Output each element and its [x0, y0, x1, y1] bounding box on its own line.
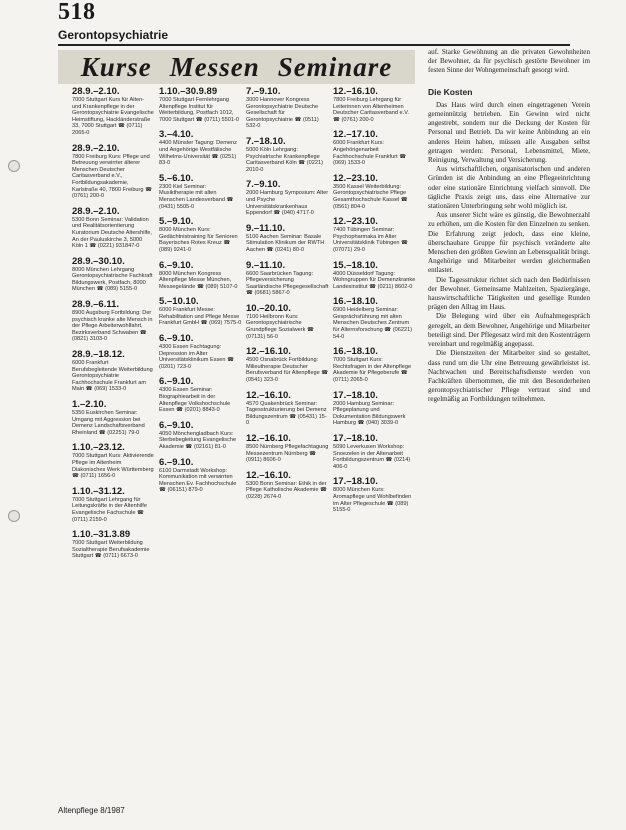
event-date: 28.9.–2.10. [72, 205, 120, 217]
event-entry [246, 223, 329, 254]
event-details: 8000 München Kongress Altenpflege Messe München, Messegelände ☎ (089) 5107-0 [159, 270, 238, 290]
article-heading: Die Kosten [428, 86, 473, 97]
event-details: 4400 Münster Tagung: Demenz und Angehörige Westfälische Wilhelms-Universität ☎ (0251) 83-0 [159, 140, 237, 167]
event-date: 6.–9.10. [159, 456, 194, 468]
event-entry [159, 86, 242, 123]
banner-word-seminare: Seminare [277, 51, 393, 82]
event-entry [246, 433, 329, 464]
event-entry [333, 129, 416, 166]
event-listing-grid [72, 86, 420, 776]
event-entry [246, 346, 329, 383]
event-entry [72, 256, 155, 293]
event-details: 6600 Saarbrücken Tagung: Pflegeversicherung Saarländische Pflegegesellschaft ☎ (0681) 5867-0 [246, 270, 329, 297]
event-entry [159, 457, 242, 494]
event-details: 7000 Stuttgart Weiterbildung Sozialtherapie Berufsakademie Stuttgart ☎ (0711) 6673-0 [72, 540, 150, 560]
event-details: 6000 Frankfurt Messe: Rehabilitation und Pflege Messe Frankfurt GmbH ☎ (069) 7575-0 [159, 307, 242, 327]
event-details: 8000 München Lehrgang Gerontopsychiatrische Fachkraft Bildungswerk, Postfach, 8000 München ☎ (089) 5155-0 [72, 266, 153, 293]
event-details: 4050 Mönchengladbach Kurs: Sterbebegleitung Evangelische Akademie ☎ (02161) 81-0 [159, 430, 237, 450]
event-entry [246, 470, 329, 501]
event-details: 5350 Euskirchen Seminar: Umgang mit Aggression bei Demenz Landschaftsverband Rheinland ☎ (02251) 79-0 [72, 410, 145, 436]
event-entry [333, 260, 416, 291]
event-details: 5090 Leverkusen Workshop: Snoezelen in der Altenarbeit Fortbildungszentrum ☎ (0214) 406-0 [333, 444, 411, 470]
event-details: 6000 Frankfurt Berufsbegleitende Weiterbildung Gerontopsychiatrie Fachhochschule Frankfurt am Main ☎ (069) 1533-0 [72, 360, 153, 393]
event-details: 6100 Darmstadt Workshop: Kommunikation mit verwirrten Menschen Ev. Fachhochschule ☎ (06151) 879-0 [159, 467, 237, 494]
event-entry [159, 376, 242, 413]
event-details: 5000 Köln Lehrgang: Psychiatrische Krankenpflege Caritasverband Köln ☎ (0221) 2010-0 [246, 146, 323, 173]
event-date: 28.9.–2.10. [72, 142, 120, 154]
event-entry [333, 390, 416, 427]
event-details: 3500 Kassel Weiterbildung: Gerontopsychiatrische Pflege Gesamthochschule Kassel ☎ (0561) 804-0 [333, 183, 408, 210]
event-details: 4570 Quakenbrück Seminar: Tagesstrukturierung bei Demenz Bildungszentrum ☎ (05431) 15-0 [246, 400, 327, 427]
event-entry [72, 143, 155, 200]
event-date: 28.9.–6.11. [72, 299, 120, 311]
event-column [333, 86, 420, 776]
event-column [72, 86, 159, 776]
event-details: 7000 Stuttgart Lehrgang für Leitungskräfte in der Altenhilfe Evangelische Fachschule ☎ (0711) 2159-0 [72, 496, 147, 523]
event-entry [333, 476, 416, 513]
event-date: 3.–4.10. [159, 129, 194, 141]
event-details: 5300 Bonn Seminar: Validation und Realitätsorientierung Kuratorium Deutsche Altershilfe, An der Pauluskirche 3, 5000 Köln 1 ☎ (0221) 931847-0 [72, 216, 152, 250]
event-entry [333, 216, 416, 253]
article-paragraph: Die Tagesstruktur richtet sich nach den Bedürfnissen der Bewohner. Gemeinsame Mahlzeiten, Spaziergänge, hauswirtschaftliche Tätigkeiten und gesellige Runden prägen den Alltag im Haus. [428, 275, 590, 312]
event-details: 5300 Bonn Seminar: Ethik in der Pflege Katholische Akademie ☎ (0228) 2674-0 [246, 480, 327, 500]
event-details: 6000 Frankfurt Kurs: Angehörigenarbeit Fachhochschule Frankfurt ☎ (069) 1533-0 [333, 140, 407, 167]
event-date: 6.–9.10. [159, 333, 194, 345]
event-date: 1.10.–31.12. [72, 485, 125, 497]
article-body [428, 101, 590, 405]
event-details: 7000 Stuttgart Kurs: Rechtsfragen in der Altenpflege Akademie für Pflegeberufe ☎ (0711) 2065-0 [333, 357, 412, 384]
event-entry [72, 486, 155, 523]
punch-hole-icon [8, 510, 20, 522]
event-details: 6900 Heidelberg Seminar: Gesprächsführung mit alten Menschen Deutsches Zentrum für Alternsforschung ☎ (06221) 54-0 [333, 307, 413, 340]
event-date: 16.–18.10. [333, 346, 378, 358]
event-date: 9.–11.10. [246, 222, 286, 234]
event-entry [159, 260, 242, 291]
event-entry [246, 390, 329, 427]
event-entry [333, 296, 416, 340]
header-rule [58, 44, 570, 46]
event-details: 7800 Freiburg Kurs: Pflege und Betreuung verwirrter älterer Menschen Deutscher Caritasverband e.V., Fortbildungsakademie, Karlstraße 40, 7800 Freiburg ☎ (0761) 200-0 [72, 153, 153, 200]
event-details: 7800 Freiburg Lehrgang für Leiterinnen von Altenheimen Deutscher Caritasverband e.V. ☎ (0761) 200-0 [333, 97, 409, 123]
banner-word-messen: Messen [169, 51, 260, 82]
event-date: 6.–9.10. [159, 419, 194, 431]
event-date: 1.10.–30.9.89 [159, 86, 218, 97]
event-entry [159, 216, 242, 253]
event-date: 15.–18.10. [333, 259, 378, 271]
article-paragraph: Die Belegung wird über ein Aufnahmegespräch geregelt, an dem Bewohner, Angehörige und Mitarbeiter beteiligt sind. Der Pflegesatz wird mit den Kostenträgern vereinbart und regelmäßig angepasst. [428, 312, 590, 349]
article-intro: auf. Starke Gewöhnung an die privaten Gewohnheiten der Bewohner, da für psychisch gestörte Bewohner im festen Sinne der Wohngemeinschaft gesorgt wird. [428, 48, 590, 75]
event-date: 5.–10.10. [159, 296, 199, 308]
event-date: 7.–9.10. [246, 179, 281, 191]
event-details: 8000 München Kurs: Gedächtnistraining für Senioren Bayerisches Rotes Kreuz ☎ (089) 9241-0 [159, 227, 238, 253]
event-entry [159, 129, 242, 166]
event-date: 10.–20.10. [246, 302, 291, 314]
page-footer: Altenpflege 8/1987 [58, 806, 125, 815]
event-details: 2000 Hamburg Symposium: Alter und Psyche Universitätskrankenhaus Eppendorf ☎ (040) 4717-0 [246, 190, 329, 217]
event-column [246, 86, 333, 776]
event-entry [159, 420, 242, 451]
event-entry [72, 349, 155, 393]
events-banner [58, 50, 415, 84]
event-details: 8900 Augsburg Fortbildung: Der psychisch kranke alte Mensch in der Pflege Arbeiterwohlfahrt, Bezirksverband Schwaben ☎ (0821) 3103-0 [72, 310, 153, 343]
event-entry [72, 529, 155, 560]
event-details: 8000 München Kurs: Aromapflege und Wohlbefinden im Alter Pflegeschule ☎ (089) 5155-0 [333, 487, 412, 514]
event-entry [333, 346, 416, 383]
punch-hole-icon [8, 160, 20, 172]
event-details: 7000 Stuttgart Kurs: Aktivierende Pflege im Altenheim Diakonisches Werk Württemberg ☎ (0711) 1656-0 [72, 453, 154, 480]
event-entry [333, 86, 416, 123]
event-details: 8500 Nürnberg Pflegefachtagung Messezentrum Nürnberg ☎ (0911) 8606-0 [246, 444, 329, 464]
event-date: 28.9.–2.10. [72, 86, 120, 97]
event-details: 7400 Tübingen Seminar: Psychopharmaka im Alter Universitätsklinik Tübingen ☎ (07071) 29-0 [333, 227, 408, 253]
event-details: 7000 Stuttgart Fernlehrgang Altenpflege Institut für Weiterbildung, Postfach 1012, 7000 Stuttgart ☎ (0711) 5501-0 [159, 97, 239, 123]
event-entry [246, 179, 329, 216]
event-details: 4300 Essen Fachtagung: Depression im Alter Universitätsklinikum Essen ☎ (0201) 723-0 [159, 344, 235, 370]
event-details: 3000 Hannover Kongress Gerontopsychiatrie Deutsche Gesellschaft für Gerontopsychiatrie ☎ (0511) 532-0 [246, 97, 319, 130]
article-column [428, 48, 590, 405]
event-details: 4500 Osnabrück Fortbildung: Milieutherapie Deutscher Berufsverband für Altenpflege ☎ (0541) 323-0 [246, 357, 329, 384]
event-details: 4300 Essen Seminar: Biographiearbeit in der Altenpflege Volkshochschule Essen ☎ (0201) 8843-0 [159, 387, 231, 414]
event-date: 17.–18.10. [333, 433, 378, 444]
event-entry [246, 136, 329, 173]
event-entry [159, 173, 242, 210]
event-entry [159, 296, 242, 327]
article-paragraph: Das Haus wird durch einen eingetragenen Verein gemeinnützig betrieben. Ein Gewinn wird nicht angestrebt, sondern nur die Deckung der Kosten für Personal und Betrieb. Da wir keine Anbindung an ein anderes Heim haben, müssen alle Ausgaben selbst getragen werden: Personal, Lebensmittel, Miete, Reinigung, Verwaltung und Versicherung. [428, 100, 590, 165]
event-entry [72, 442, 155, 479]
event-date: 28.9.–18.12. [72, 349, 125, 361]
event-date: 12.–16.10. [246, 433, 291, 444]
event-date: 12.–23.10. [333, 172, 378, 184]
event-date: 16.–18.10. [333, 296, 378, 308]
event-details: 7000 Stuttgart Kurs für Alten- und Krankenpflege in der Gerontopsychiatrie Evangelische Heimstiftung, Hackländerstraße 33, 7000 Stuttgart ☎ (0711) 2065-0 [72, 97, 154, 136]
event-date: 5.–9.10. [159, 216, 194, 228]
event-entry [72, 299, 155, 343]
event-date: 6.–9.10. [159, 376, 194, 388]
page-number: 518 [58, 0, 96, 25]
event-date: 28.9.–30.10. [72, 255, 125, 267]
article-paragraph: Die Dienstzeiten der Mitarbeiter sind so gestaltet, dass rund um die Uhr eine Betreuung gewährleistet ist. Nachtwachen und Bereitschaftsdienste werden von Fachkräften übernommen, die mit den Besonderheiten gerontopsychiatrischer Pflege vertraut sind und regelmäßig an Fortbildungen teilnehmen. [428, 349, 590, 404]
event-date: 9.–11.10. [246, 259, 286, 271]
article-paragraph: Aus wirtschaftlichen, organisatorischen und anderen Gründen ist die Anbindung an eine Pflegeeinrichtung oder eine stationäre Einrichtung vielfach sinnvoll. Die tägliche Praxis zeigt uns, dass eine Alternative zur stationären Unterbringung sehr wohl möglich ist. [428, 165, 590, 211]
banner-word-kurse: Kurse [80, 51, 152, 82]
event-column [159, 86, 246, 776]
article-paragraph: Aus unserer Sicht wäre es günstig, die Bewohnerzahl zu erhöhen, um die Kosten für den Einzelnen zu senken. Die Erfahrung zeigt jedoch, dass eine kleine, überschaubare Gruppe für psychisch veränderte alte Menschen den größten Gewinn an Lebensqualität bringt. Angehörige und Mitarbeiter werden gleichermaßen entlastet. [428, 211, 590, 275]
event-entry [159, 333, 242, 370]
section-title: Gerontopsychiatrie [58, 28, 169, 42]
event-date: 17.–18.10. [333, 389, 378, 401]
event-entry [246, 86, 329, 130]
event-entry [72, 399, 155, 436]
event-date: 12.–16.10. [246, 389, 291, 401]
event-date: 12.–16.10. [246, 469, 291, 481]
event-date: 12.–16.10. [246, 346, 291, 358]
event-date: 1.10.–23.12. [72, 442, 125, 454]
event-details: 7100 Heilbronn Kurs: Gerontopsychiatrische Grundpflege Sozialwerk ☎ (07131) 56-0 [246, 313, 314, 340]
event-date: 7.–9.10. [246, 86, 281, 97]
event-details: 2000 Hamburg Seminar: Pflegeplanung und Dokumentation Bildungswerk Hamburg ☎ (040) 3039-0 [333, 400, 406, 427]
event-entry [246, 303, 329, 340]
event-details: 5100 Aachen Seminar: Basale Stimulation Klinikum der RWTH Aachen ☎ (0241) 80-0 [246, 233, 325, 253]
event-date: 5.–6.10. [159, 172, 194, 184]
event-entry [246, 260, 329, 297]
event-date: 1.–2.10. [72, 399, 107, 410]
event-entry [333, 433, 416, 470]
event-date: 7.–18.10. [246, 135, 286, 147]
event-details: 2300 Kiel Seminar: Musiktherapie mit alten Menschen Landesverband ☎ (0431) 5505-0 [159, 183, 234, 210]
event-date: 12.–17.10. [333, 129, 378, 141]
event-details: 4000 Düsseldorf Tagung: Wohngruppen für Demenzkranke Landesinstitut ☎ (0211) 8602-0 [333, 270, 416, 290]
event-entry [72, 206, 155, 250]
event-date: 12.–23.10. [333, 216, 378, 228]
event-entry [72, 86, 155, 137]
event-date: 17.–18.10. [333, 476, 378, 488]
event-date: 1.10.–31.3.89 [72, 529, 131, 541]
event-date: 12.–16.10. [333, 86, 378, 97]
event-entry [333, 173, 416, 210]
event-date: 6.–9.10. [159, 259, 194, 271]
